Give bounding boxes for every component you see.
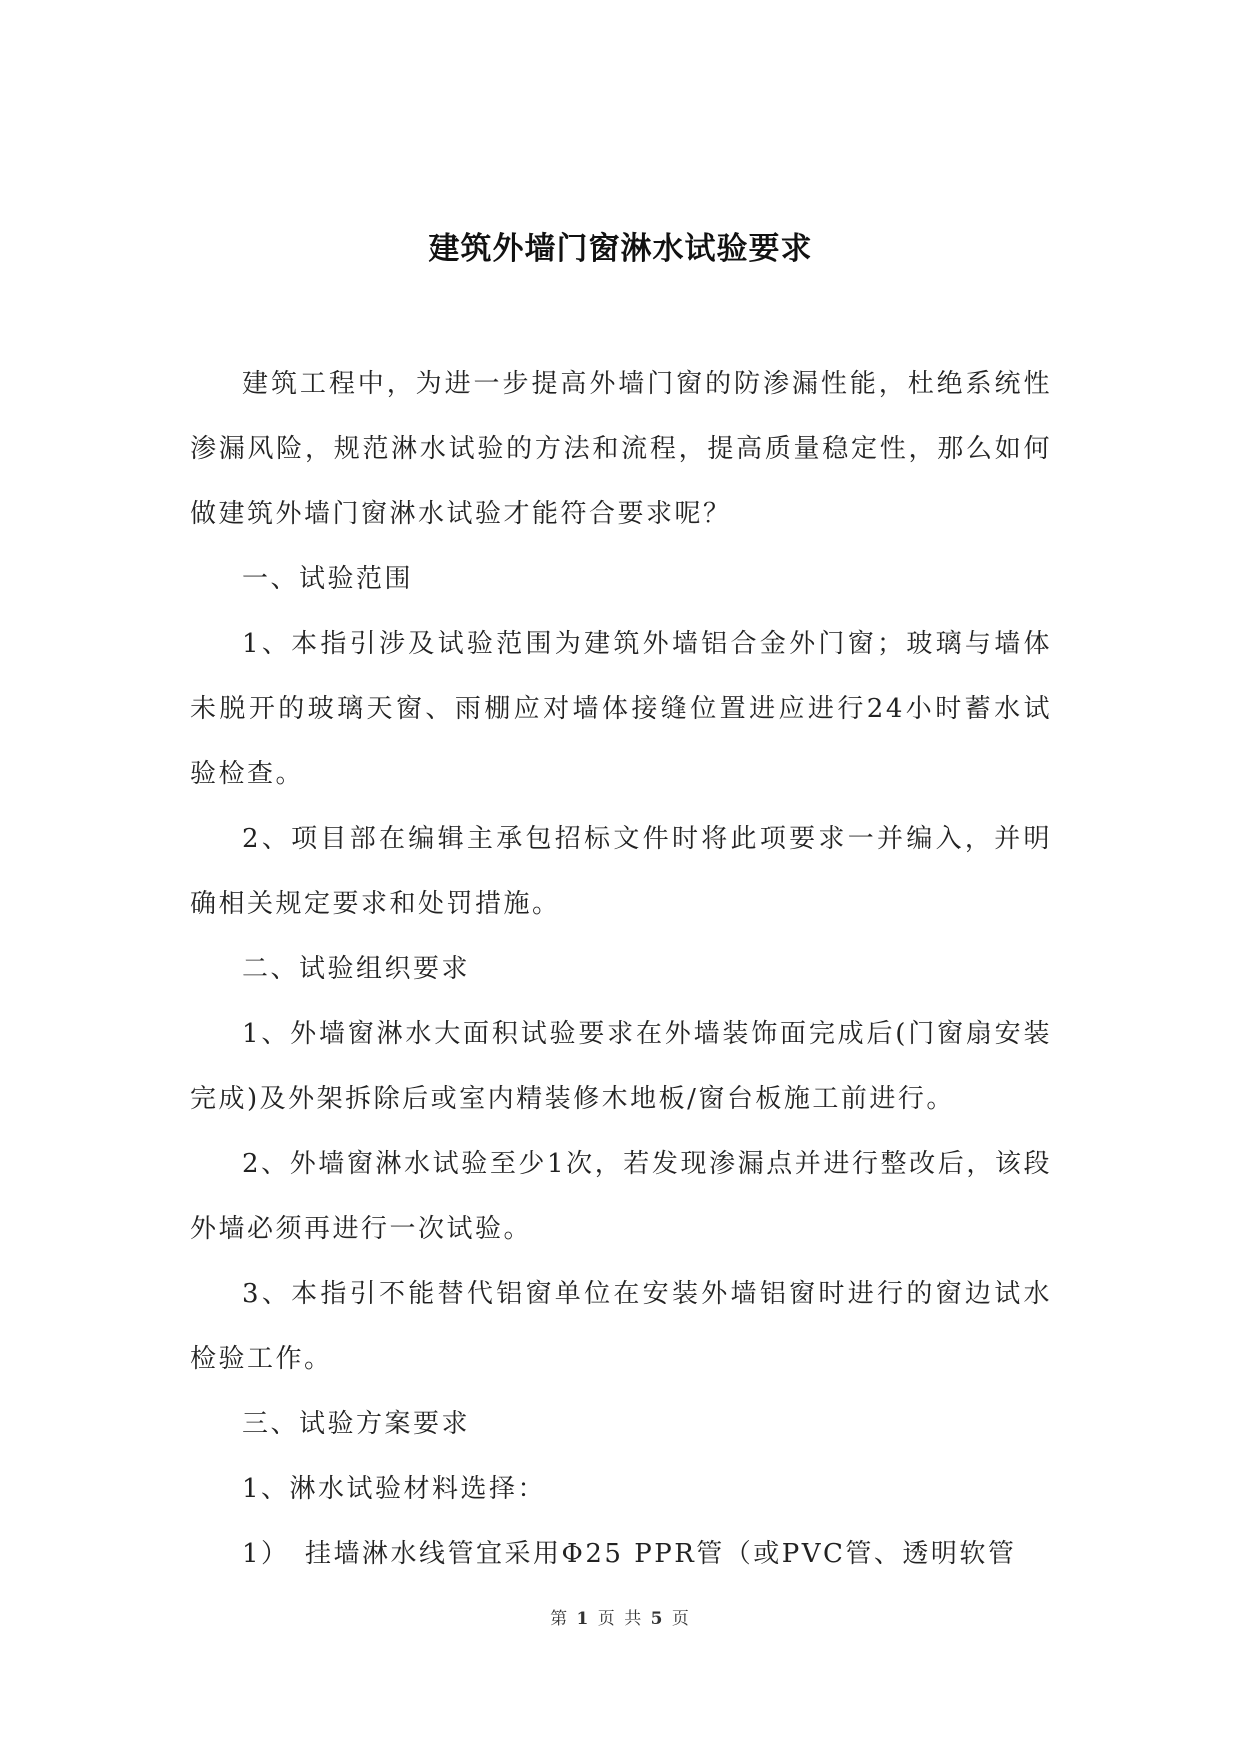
section-heading-organization: 二、试验组织要求 bbox=[242, 954, 471, 984]
section-heading-plan: 三、试验方案要求 bbox=[242, 1409, 471, 1439]
page-footer bbox=[0, 1604, 1241, 1629]
section-heading-scope: 一、试验范围 bbox=[242, 564, 414, 594]
document-body bbox=[190, 352, 1052, 1587]
paragraph-organization-1: 1、外墙窗淋水大面积试验要求在外墙装饰面完成后(门窗扇安装完成)及外架拆除后或室内精装修木地板/窗台板施工前进行。 bbox=[190, 1019, 1052, 1114]
paragraph-plan-1-item-1: 1） 挂墙淋水线管宜采用Φ25 PPR管（或PVC管、透明软管 bbox=[242, 1539, 1017, 1569]
footer-total-pages: 5 bbox=[650, 1609, 665, 1629]
paragraph-organization-2: 2、外墙窗淋水试验至少1次，若发现渗漏点并进行整改后，该段外墙必须再进行一次试验。 bbox=[190, 1149, 1052, 1244]
paragraph-scope-1: 1、本指引涉及试验范围为建筑外墙铝合金外门窗；玻璃与墙体未脱开的玻璃天窗、雨棚应对墙体接缝位置进应进行24小时蓄水试验检查。 bbox=[190, 629, 1052, 789]
intro-paragraph: 建筑工程中，为进一步提高外墙门窗的防渗漏性能，杜绝系统性渗漏风险，规范淋水试验的方法和流程，提高质量稳定性，那么如何做建筑外墙门窗淋水试验才能符合要求呢？ bbox=[190, 369, 1052, 529]
footer-page-number: 1 bbox=[576, 1609, 591, 1629]
paragraph-plan-1: 1、淋水试验材料选择： bbox=[242, 1474, 547, 1504]
footer-middle: 页 共 bbox=[597, 1609, 644, 1629]
footer-prefix: 第 bbox=[550, 1609, 570, 1629]
paragraph-organization-3: 3、本指引不能替代铝窗单位在安装外墙铝窗时进行的窗边试水检验工作。 bbox=[190, 1279, 1052, 1374]
footer-suffix: 页 bbox=[671, 1609, 691, 1629]
paragraph-scope-2: 2、项目部在编辑主承包招标文件时将此项要求一并编入，并明确相关规定要求和处罚措施。 bbox=[190, 824, 1052, 919]
document-title: 建筑外墙门窗淋水试验要求 bbox=[428, 231, 813, 267]
